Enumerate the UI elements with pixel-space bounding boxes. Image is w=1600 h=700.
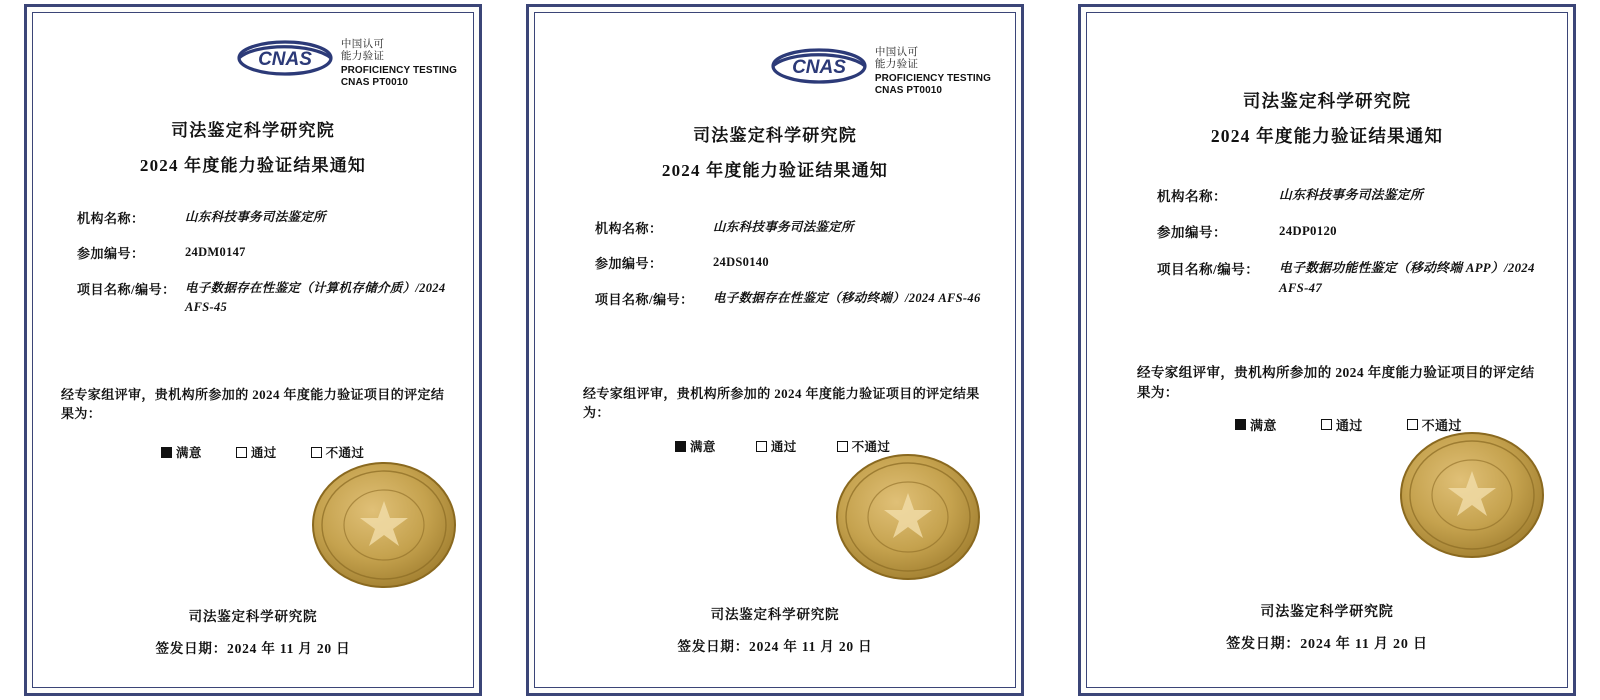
footer-date-2: 签发日期：2024 年 11 月 20 日 bbox=[677, 639, 873, 654]
checkbox-passed-label-3: 通过 bbox=[1335, 418, 1363, 433]
field-row-participation-no-3 bbox=[1157, 221, 1537, 241]
certificate-2 bbox=[526, 4, 1024, 696]
certificate-slot-1 bbox=[0, 0, 500, 700]
value-org-name: 山东科技事务司法鉴定所 bbox=[185, 210, 326, 224]
value-participation-no: 24DM0147 bbox=[185, 245, 246, 260]
cnas-text-block bbox=[341, 37, 457, 88]
checkbox-passed-2[interactable] bbox=[756, 437, 797, 455]
cnas-en-line-2: PROFICIENCY TESTING bbox=[874, 72, 991, 84]
checkbox-satisfied-label: 满意 bbox=[176, 446, 202, 460]
certificate-1-inner-border bbox=[32, 12, 474, 688]
checkbox-satisfied[interactable] bbox=[161, 443, 202, 461]
label-participation-no-2: 参加编号： bbox=[595, 256, 663, 272]
gold-seal-icon bbox=[311, 461, 457, 589]
checkbox-failed-box-3[interactable] bbox=[1407, 419, 1418, 430]
certificate-slot-3 bbox=[1040, 0, 1600, 700]
certificate-slot-2 bbox=[500, 0, 1040, 700]
certificate-2-footer bbox=[535, 603, 1015, 655]
value-participation-no-2: 24DS0140 bbox=[713, 255, 769, 270]
footer-date: 签发日期：2024 年 11 月 20 日 bbox=[155, 641, 351, 656]
certificate-2-statement: 经专家组评审，贵机构所参加的 2024 年度能力验证项目的评定结果为： bbox=[583, 386, 980, 420]
field-row-org-name-2 bbox=[595, 218, 989, 237]
label-org-name-3: 机构名称： bbox=[1157, 189, 1227, 204]
checkbox-passed-box-2[interactable] bbox=[756, 441, 767, 452]
cnas-logo-icon bbox=[237, 37, 333, 79]
certificate-1-title bbox=[33, 116, 473, 176]
certificate-1 bbox=[24, 4, 482, 696]
certificate-2-fields bbox=[595, 218, 989, 324]
certificate-1-fields bbox=[77, 208, 451, 334]
field-row-project bbox=[77, 279, 451, 318]
label-participation-no-3: 参加编号： bbox=[1157, 225, 1227, 241]
field-row-project-3 bbox=[1157, 258, 1537, 299]
label-participation-no: 参加编号： bbox=[77, 246, 145, 262]
certificate-1-official-seal bbox=[311, 461, 457, 589]
cnas-cn-line1: 中国认可 bbox=[340, 38, 385, 50]
title-line-1-3: 司法鉴定科学研究院 bbox=[1242, 91, 1412, 111]
checkbox-satisfied-3[interactable] bbox=[1235, 415, 1277, 434]
field-row-project-2 bbox=[595, 289, 989, 308]
checkbox-passed-box[interactable] bbox=[236, 447, 247, 458]
checkbox-failed-box-2[interactable] bbox=[837, 441, 848, 452]
certificate-3-footer bbox=[1087, 601, 1567, 653]
cnas-en-line: PROFICIENCY TESTING bbox=[340, 64, 457, 76]
title-line-2: 2024 年度能力验证结果通知 bbox=[139, 156, 367, 175]
checkbox-failed[interactable] bbox=[311, 443, 365, 461]
checkbox-satisfied-box[interactable] bbox=[161, 447, 172, 458]
gold-seal-icon-3 bbox=[1399, 431, 1545, 559]
certificate-2-official-seal bbox=[835, 453, 981, 581]
value-project: 电子数据存在性鉴定（计算机存储介质）/2024 AFS-45 bbox=[185, 280, 446, 315]
certificate-3 bbox=[1078, 4, 1576, 696]
cnas-cn-line1-2: 中国认可 bbox=[874, 46, 919, 58]
title-line-2-3: 2024 年度能力验证结果通知 bbox=[1210, 126, 1444, 146]
label-project: 项目名称/编号： bbox=[77, 281, 176, 297]
title-line-1: 司法鉴定科学研究院 bbox=[171, 121, 335, 140]
title-line-2-2: 2024 年度能力验证结果通知 bbox=[661, 161, 889, 180]
checkbox-satisfied-label-2: 满意 bbox=[690, 440, 716, 454]
value-project-2: 电子数据存在性鉴定（移动终端）/2024 AFS-46 bbox=[713, 290, 981, 305]
footer-issuer: 司法鉴定科学研究院 bbox=[188, 609, 318, 624]
footer-date-3: 签发日期：2024 年 11 月 20 日 bbox=[1226, 637, 1428, 652]
certificate-2-title bbox=[535, 121, 1015, 181]
checkbox-passed-label-2: 通过 bbox=[770, 440, 797, 454]
svg-text:CNAS: CNAS bbox=[257, 49, 312, 70]
label-org-name-2: 机构名称： bbox=[595, 221, 663, 236]
certificate-3-inner-border bbox=[1086, 12, 1568, 688]
certificate-3-title bbox=[1087, 88, 1567, 148]
title-line-1-2: 司法鉴定科学研究院 bbox=[693, 126, 857, 145]
cnas-logo-block bbox=[237, 37, 457, 88]
certificate-1-result-checkboxes bbox=[161, 443, 364, 461]
cnas-text-block-2 bbox=[875, 45, 991, 96]
certificate-3-fields bbox=[1157, 185, 1537, 315]
footer-issuer-3: 司法鉴定科学研究院 bbox=[1260, 605, 1394, 620]
value-org-name-2: 山东科技事务司法鉴定所 bbox=[713, 220, 854, 234]
checkbox-passed-3[interactable] bbox=[1321, 415, 1363, 434]
gold-seal-icon-2 bbox=[835, 453, 981, 581]
checkbox-satisfied-label-3: 满意 bbox=[1250, 418, 1277, 433]
value-participation-no-3: 24DP0120 bbox=[1279, 224, 1337, 239]
checkbox-failed-label-2: 不通过 bbox=[851, 440, 891, 454]
footer-issuer-2: 司法鉴定科学研究院 bbox=[710, 607, 840, 622]
checkbox-satisfied-2[interactable] bbox=[675, 437, 716, 455]
label-project-3: 项目名称/编号： bbox=[1157, 261, 1260, 277]
cnas-code-line-2: CNAS PT0010 bbox=[874, 84, 943, 96]
checkbox-satisfied-box-2[interactable] bbox=[675, 441, 686, 452]
certificate-2-inner-border bbox=[534, 12, 1016, 688]
certificate-3-statement: 经专家组评审，贵机构所参加的 2024 年度能力验证项目的评定结果为： bbox=[1137, 365, 1535, 400]
checkbox-failed-label-3: 不通过 bbox=[1421, 418, 1462, 433]
field-row-participation-no-2 bbox=[595, 253, 989, 272]
label-org-name: 机构名称： bbox=[77, 211, 145, 226]
field-row-org-name bbox=[77, 208, 451, 227]
cnas-logo-icon-2 bbox=[771, 45, 867, 87]
value-org-name-3: 山东科技事务司法鉴定所 bbox=[1279, 188, 1424, 202]
value-project-3: 电子数据功能性鉴定（移动终端 APP）/2024 AFS-47 bbox=[1279, 260, 1535, 296]
certificate-3-official-seal bbox=[1399, 431, 1545, 559]
checkbox-failed-label: 不通过 bbox=[325, 446, 365, 460]
field-row-participation-no bbox=[77, 243, 451, 262]
checkbox-passed-box-3[interactable] bbox=[1321, 419, 1332, 430]
cnas-code-line: CNAS PT0010 bbox=[340, 76, 409, 88]
cnas-cn-line2: 能力验证 bbox=[340, 50, 385, 63]
svg-text:CNAS: CNAS bbox=[791, 57, 846, 78]
label-project-2: 项目名称/编号： bbox=[595, 291, 694, 307]
checkbox-passed[interactable] bbox=[236, 443, 277, 461]
checkbox-failed-box[interactable] bbox=[311, 447, 322, 458]
field-row-org-name-3 bbox=[1157, 185, 1537, 205]
checkbox-passed-label: 通过 bbox=[250, 446, 277, 460]
checkbox-satisfied-box-3[interactable] bbox=[1235, 419, 1246, 430]
cnas-logo-block-2 bbox=[771, 45, 991, 96]
certificate-1-footer bbox=[33, 605, 473, 657]
certificate-1-statement: 经专家组评审，贵机构所参加的 2024 年度能力验证项目的评定结果为： bbox=[61, 386, 445, 421]
cnas-cn-line2-2: 能力验证 bbox=[874, 58, 919, 71]
